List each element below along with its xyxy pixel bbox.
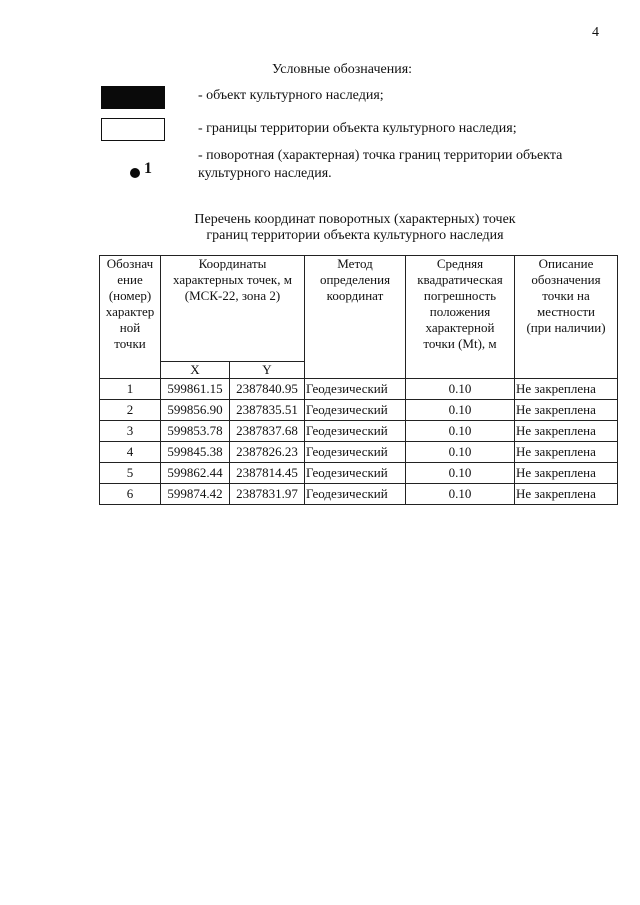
cell-point-id: 4 [100,442,161,463]
turning-point-marker-label: 1 [144,160,152,177]
header-y: Y [230,362,305,379]
table-row [100,379,618,400]
header-method: Метод определения координат [305,256,406,379]
cell-description: Не закреплена [515,379,618,400]
cell-method: Геодезический [305,400,406,421]
legend-item-territory-boundary: - границы территории объекта культурного наследия; [198,121,517,136]
header-mean-error: Средняя квадратическая погрешность положения характерной точки (Mt), м [406,256,515,379]
header-point-id: Обознач ение (номер) характер ной точки [100,256,161,379]
cell-y: 2387826.23 [230,442,305,463]
cell-x: 599874.42 [161,484,230,505]
cell-x: 599856.90 [161,400,230,421]
legend-title: Условные обозначения: [272,62,413,77]
cell-point-id: 5 [100,463,161,484]
cell-description: Не закреплена [515,484,618,505]
cell-y: 2387814.45 [230,463,305,484]
cell-mean-error: 0.10 [406,442,515,463]
cell-method: Геодезический [305,379,406,400]
legend-item-heritage-object: - объект культурного наследия; [198,88,384,103]
cell-method: Геодезический [305,442,406,463]
cell-mean-error: 0.10 [406,379,515,400]
cell-description: Не закреплена [515,400,618,421]
cell-y: 2387835.51 [230,400,305,421]
cell-x: 599853.78 [161,421,230,442]
cell-y: 2387837.68 [230,421,305,442]
coordinates-table [99,255,618,505]
cell-description: Не закреплена [515,421,618,442]
cell-x: 599861.15 [161,379,230,400]
table-row [100,442,618,463]
header-coordinates: Координаты характерных точек, м (МСК-22, зона 2) [161,256,305,362]
cell-point-id: 6 [100,484,161,505]
table-title-line2: границ территории объекта культурного наследия [206,228,504,243]
cell-mean-error: 0.10 [406,484,515,505]
cell-point-id: 1 [100,379,161,400]
cell-x: 599862.44 [161,463,230,484]
table-header-row [100,256,618,362]
cell-method: Геодезический [305,463,406,484]
legend-item-turning-point-line1: - поворотная (характерная) точка границ территории объекта [198,148,563,163]
cell-description: Не закреплена [515,442,618,463]
header-description: Описание обозначения точки на местности (при наличии) [515,256,618,379]
cell-y: 2387831.97 [230,484,305,505]
heritage-object-swatch [101,86,165,109]
cell-y: 2387840.95 [230,379,305,400]
cell-description: Не закреплена [515,463,618,484]
table-row [100,484,618,505]
turning-point-dot-icon [130,168,140,178]
table-title [100,212,610,244]
cell-point-id: 3 [100,421,161,442]
table-row [100,463,618,484]
cell-point-id: 2 [100,400,161,421]
cell-mean-error: 0.10 [406,421,515,442]
cell-mean-error: 0.10 [406,400,515,421]
table-title-line1: Перечень координат поворотных (характерных) точек [194,212,516,227]
cell-method: Геодезический [305,421,406,442]
territory-boundary-swatch [101,118,165,141]
table-row [100,421,618,442]
cell-x: 599845.38 [161,442,230,463]
legend-item-turning-point-line2: культурного наследия. [198,166,332,181]
cell-mean-error: 0.10 [406,463,515,484]
table-row [100,400,618,421]
header-x: X [161,362,230,379]
page-number: 4 [592,25,599,40]
cell-method: Геодезический [305,484,406,505]
